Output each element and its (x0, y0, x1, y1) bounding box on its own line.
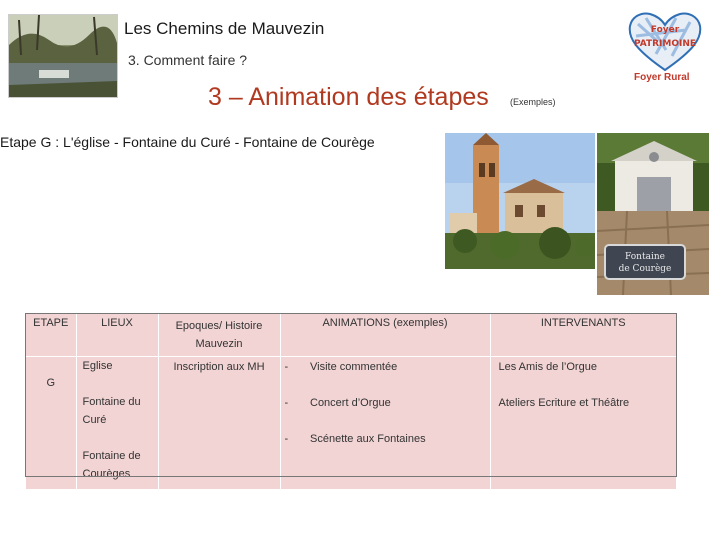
animations-table (26, 313, 676, 489)
animation-dash: - (284, 361, 289, 373)
sign-line-1: Fontaine (625, 252, 665, 262)
page-title: Les Chemins de Mauvezin (124, 19, 325, 38)
col-header-intervenants: INTERVENANTS (490, 313, 676, 357)
stream-thumbnail-photo (8, 14, 118, 98)
slide-heading: 3 – Animation des étapes (208, 83, 489, 111)
lieu-item: Fontaine du Curé (82, 396, 141, 426)
col-header-etape: ETAPE (26, 313, 76, 357)
animations-dash-cell (280, 357, 304, 490)
intervenants-cell (490, 357, 676, 490)
fountain-building-photo (597, 133, 709, 217)
intervenant-item: Ateliers Ecriture et Théâtre (498, 397, 630, 409)
sign-line-2: de Courège (618, 264, 672, 274)
logo-text-2: PATRIMOINE (633, 39, 697, 49)
animation-dash: - (284, 433, 289, 445)
logo-caption: Foyer Rural (634, 72, 690, 83)
col-header-animations: ANIMATIONS (exemples) (280, 313, 490, 357)
animations-cell (304, 357, 490, 490)
table-header-row (26, 313, 676, 357)
section-subtitle: 3. Comment faire ? (128, 52, 248, 68)
animation-dash: - (284, 397, 289, 409)
animation-item: Concert d’Orgue (310, 397, 391, 409)
heart-logo-icon (626, 10, 704, 74)
table-row (26, 357, 676, 490)
heading-note: (Exemples) (510, 97, 556, 107)
col-header-lieux: LIEUX (76, 313, 158, 357)
lieux-cell (76, 357, 158, 490)
animation-item: Scénette aux Fontaines (310, 433, 426, 445)
histoire-value: Inscription aux MH (173, 361, 265, 373)
lieu-item: Fontaine de Courèges (82, 450, 141, 480)
intervenant-item: Les Amis de l’Orgue (498, 361, 597, 373)
etape-value: G (46, 377, 56, 389)
church-photo (445, 133, 595, 269)
logo-text-1: Foyer (650, 25, 680, 35)
fountain-sign-photo (597, 211, 709, 295)
histoire-cell (158, 357, 280, 490)
animation-item: Visite commentée (310, 361, 398, 373)
etape-cell (26, 357, 76, 490)
lieu-item: Eglise (82, 360, 113, 372)
step-label: Etape G : L'église - Fontaine du Curé - Fontaine de Courège (0, 134, 375, 150)
col-header-histoire: Epoques/ Histoire Mauvezin (158, 313, 280, 357)
